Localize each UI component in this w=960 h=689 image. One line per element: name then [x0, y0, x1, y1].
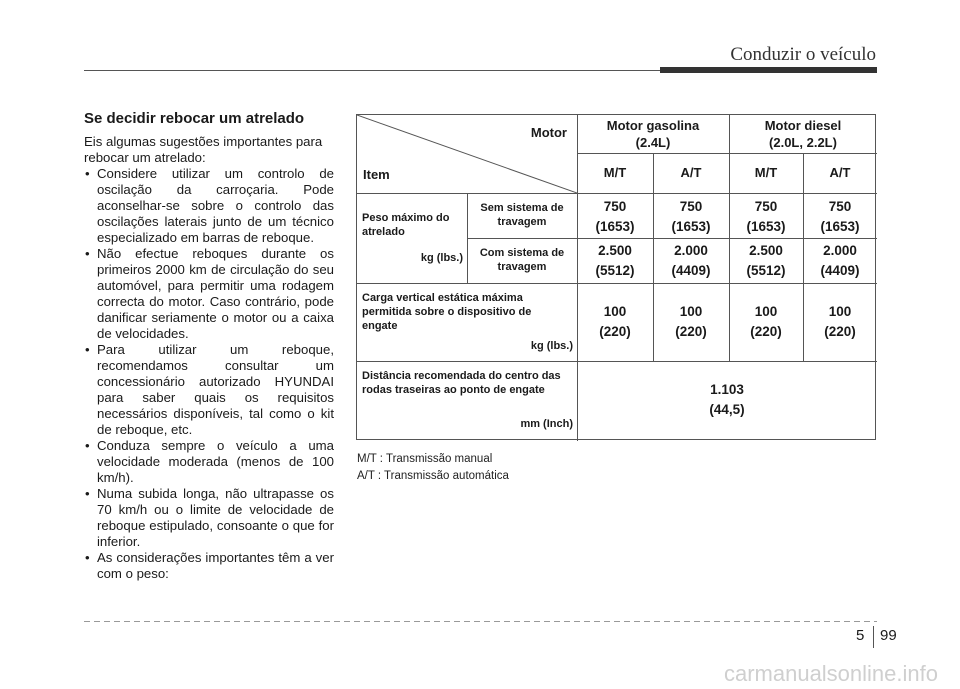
trans-header: A/T [680, 165, 702, 180]
list-item: • Considere utilizar um controlo de oscilação da carroçaria. Pode aconselhar-se sobre o controlo das oscilações laterais junto de um técnico especializado em barras de reboque. [84, 166, 334, 246]
section-number: 5 [856, 627, 865, 644]
trans-header: A/T [829, 165, 851, 180]
vertical-load-unit: kg (lbs.) [530, 340, 573, 352]
gas-engine-spec: (2.4L) [635, 135, 671, 150]
table-cell: 750 (1653) [820, 199, 860, 234]
list-item: • Para utilizar um reboque, recomendamos consultar um concessionário autorizado HYUNDAI para saber quais os requisitos necessários disponíveis, tal como o kit de reboque, etc. [84, 342, 334, 438]
page-number: 99 [880, 627, 897, 644]
page-header-title: Conduzir o veículo [730, 44, 876, 65]
vertical-load-label: Carga vertical estática máxima permitida sobre o dispositivo de engate [362, 292, 532, 332]
abbreviation-notes [357, 451, 509, 485]
table-cell: 2.000 (4409) [820, 243, 860, 278]
diesel-engine-spec: (2.0L, 2.2L) [769, 135, 837, 150]
page-separator [873, 626, 874, 648]
max-weight-unit: kg (lbs.) [420, 252, 463, 264]
table-cell: 750 (1653) [671, 199, 711, 234]
list-item: • Numa subida longa, não ultrapasse os 70 km/h ou o limite de velocidade de reboque estipulado, consoante o que for inferior. [84, 486, 334, 550]
footer-rule [84, 621, 877, 622]
diesel-engine-name: Motor diesel [764, 118, 842, 133]
gas-engine-name: Motor gasolina [606, 118, 700, 133]
section-heading: Se decidir rebocar um atrelado [84, 110, 305, 127]
list-item: • Não efectue reboques durante os primeiros 2000 km de circulação do seu automóvel, para permitir uma rodagem correcta do motor. Caso contrário, pode danificar seriamente o motor ou a caixa de velocidades. [84, 246, 334, 342]
table-cell: 750 (1653) [746, 199, 786, 234]
towing-tips-section [84, 110, 334, 582]
header-rule [84, 70, 660, 71]
note-manual: M/T : Transmissão manual [357, 453, 493, 465]
max-weight-label: Peso máximo do atrelado [362, 212, 450, 238]
distance-label: Distância recomendada do centro das rodas traseiras ao ponto de engate [362, 370, 561, 396]
table-cell: 100 (220) [824, 304, 856, 339]
table-cell: 750 (1653) [595, 199, 635, 234]
trans-header: M/T [754, 165, 778, 180]
distance-unit: mm (Inch) [520, 418, 573, 430]
trans-header: M/T [603, 165, 627, 180]
header-accent-bar [660, 67, 877, 73]
table-cell: 2.500 (5512) [595, 243, 635, 278]
intro-text: Eis algumas sugestões importantes para rebocar um atrelado: [84, 134, 323, 165]
table-cell: 1.103 (44,5) [709, 382, 745, 417]
note-automatic: A/T : Transmissão automática [357, 470, 509, 482]
table-cell: 2.000 (4409) [671, 243, 711, 278]
gas-engine-header [577, 117, 729, 151]
tips-list [84, 166, 334, 582]
list-item: • Conduza sempre o veículo a uma velocidade moderada (menos de 100 km/h). [84, 438, 334, 486]
corner-motor-label: Motor [530, 125, 567, 140]
with-brake-label: Com sistema de travagem [479, 247, 565, 273]
table-cell: 100 (220) [599, 304, 631, 339]
towing-specs-table [356, 114, 876, 440]
watermark: carmanualsonline.info [723, 661, 938, 686]
without-brake-label: Sem sistema de travagem [480, 202, 564, 228]
corner-item-label: Item [363, 167, 390, 182]
table-cell: 100 (220) [675, 304, 707, 339]
diesel-engine-header [729, 117, 877, 151]
table-cell: 2.500 (5512) [746, 243, 786, 278]
table-cell: 100 (220) [750, 304, 782, 339]
list-item: • As considerações importantes têm a ver com o peso: [84, 550, 334, 582]
